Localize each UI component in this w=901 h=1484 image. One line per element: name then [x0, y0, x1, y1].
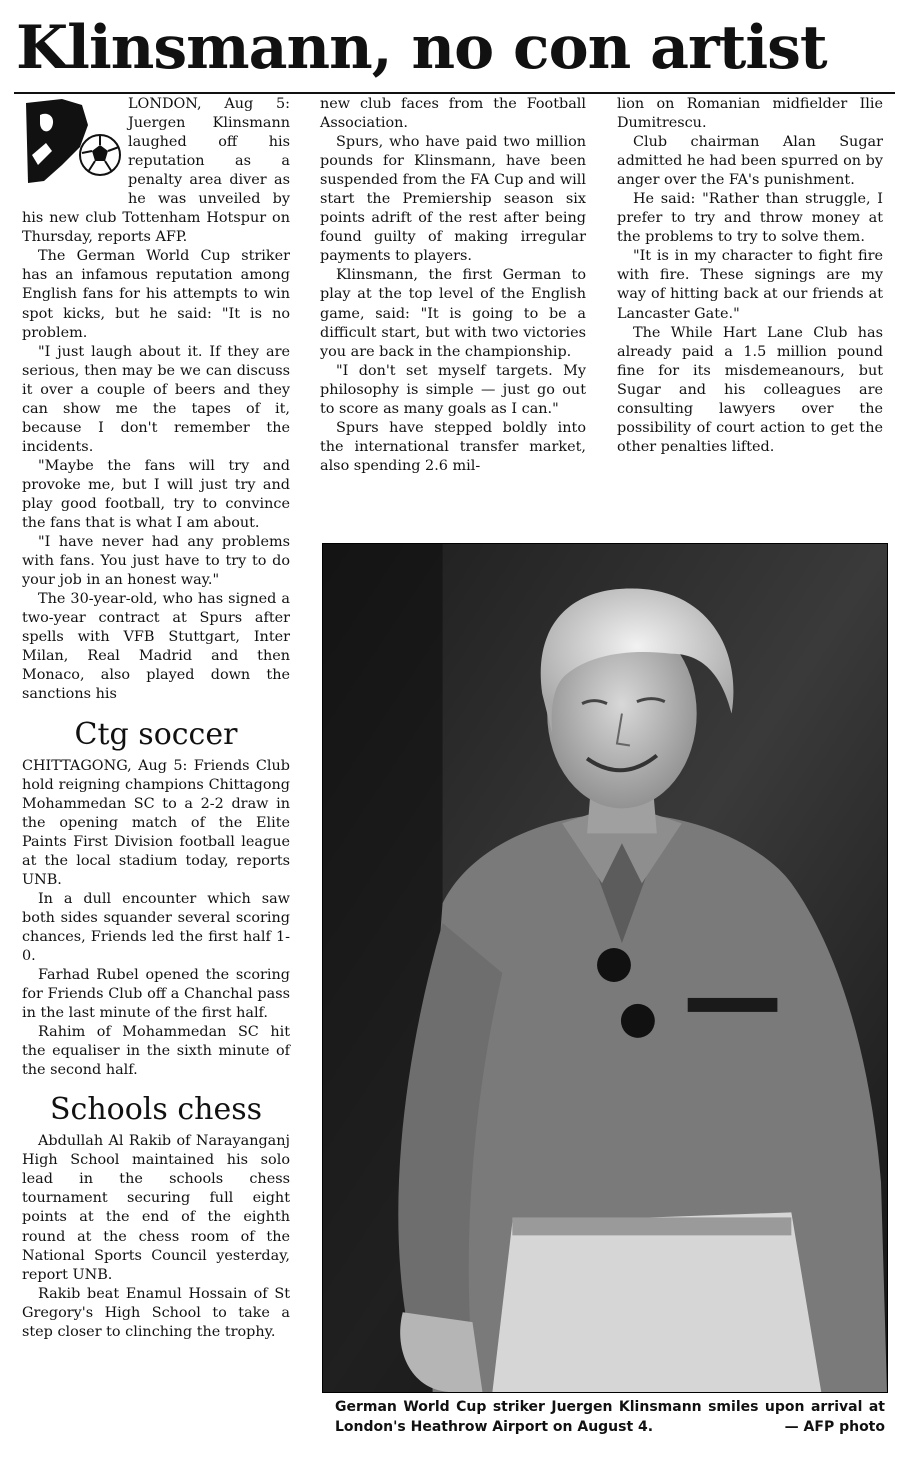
- story-paragraph: Spurs have stepped boldly into the international transfer market, also spending 2.6 mil-: [320, 419, 586, 474]
- ctg-soccer-paragraph: Farhad Rubel opened the scoring for Friends Club off a Chanchal pass in the last minute of the first half.: [22, 967, 290, 1022]
- football-player-icon: [22, 95, 122, 187]
- photo-caption-text: German World Cup striker Juergen Klinsmann smiles upon arrival at London's Heathrow Airport on August 4.: [335, 1399, 885, 1435]
- story-paragraph: The German World Cup striker has an infamous reputation among English fans for his attempts to win spot kicks, but he said: "It is no problem.: [22, 248, 290, 341]
- story-paragraph: "I just laugh about it. If they are serious, then may be we can discuss it over a couple of beers and they can show me the tapes of it, because I don't remember the incidents.: [22, 343, 290, 455]
- story-paragraph: The While Hart Lane Club has already paid a 1.5 million pound fine for its misdemeanours, but Sugar and his colleagues are consulting lawyers over the possibility of court action to get the other penalties lifted.: [617, 324, 883, 455]
- story-paragraph: Club chairman Alan Sugar admitted he had been spurred on by anger over the FA's punishment.: [617, 134, 883, 189]
- headline-rule: [14, 92, 895, 94]
- ctg-soccer-heading: Ctg soccer: [74, 716, 238, 752]
- story-paragraph: "It is in my character to fight fire with fire. These signings are my way of hitting back at our friends at Lancaster Gate.": [617, 248, 883, 322]
- ctg-soccer-paragraph: Rahim of Mohammedan SC hit the equaliser in the sixth minute of the second half.: [22, 1024, 290, 1079]
- schools-chess-paragraph: Rakib beat Enamul Hossain of St Gregory's High School to take a step closer to clinching the trophy.: [22, 1285, 290, 1340]
- ctg-soccer-paragraph: In a dull encounter which saw both sides squander several scoring chances, Friends led the first half 1-0.: [22, 890, 290, 964]
- story-paragraph: Klinsmann, the first German to play at the top level of the English game, said: "It is going to be a difficult start, but with two victories you are back in the championship.: [320, 267, 586, 360]
- schools-chess-paragraph: Abdullah Al Rakib of Narayanganj High School maintained his solo lead in the schools chess tournament securing full eight points at the end of the eighth round at the chess room of the National Sports Council yesterday, report UNB.: [22, 1133, 290, 1283]
- column-2: [320, 95, 586, 476]
- story-paragraph: "Maybe the fans will try and provoke me, but I will just try and play good football, try to convince the fans that is what I am about.: [22, 457, 290, 532]
- photo-credit: — AFP photo: [784, 1419, 885, 1435]
- story-paragraph: lion on Romanian midfielder Ilie Dumitrescu.: [617, 96, 883, 132]
- column-1: [22, 95, 290, 1342]
- column-3: [617, 95, 883, 457]
- klinsmann-photo: [322, 543, 888, 1393]
- story-paragraph: Spurs, who have paid two million pounds for Klinsmann, have been suspended from the FA Cup and will start the Premiership season six points adrift of the rest after being found guilty of making irregular payments to players.: [320, 134, 586, 265]
- photo-caption: [335, 1397, 885, 1437]
- story-paragraph: The 30-year-old, who has signed a two-year contract at Spurs after spells with VFB Stuttgart, Inter Milan, Real Madrid and then Monaco, also played down the sanctions his: [22, 591, 290, 703]
- ctg-soccer-paragraph: CHITTAGONG, Aug 5: Friends Club hold reigning champions Chittagong Mohammedan SC to a 2-2 draw in the opening match of the Elite Paints First Division football league at the local stadium today, reports UNB.: [22, 757, 290, 888]
- schools-chess-heading: Schools chess: [50, 1092, 262, 1128]
- story-paragraph: LONDON, Aug 5: Juergen Klinsmann laughed off his reputation as a penalty area diver as he was unveiled by his new club Tottenham Hotspur on Thursday, reports AFP.: [22, 96, 290, 246]
- headline: Klinsmann, no con artist: [16, 13, 827, 83]
- story-paragraph: He said: "Rather than struggle, I prefer to try and throw money at the problems to try to solve them.: [617, 191, 883, 246]
- story-paragraph: new club faces from the Football Association.: [320, 96, 586, 132]
- story-paragraph: "I have never had any problems with fans. You just have to try to do your job in an honest way.": [22, 534, 290, 589]
- story-paragraph: "I don't set myself targets. My philosophy is simple — just go out to score as many goals as I can.": [320, 362, 586, 417]
